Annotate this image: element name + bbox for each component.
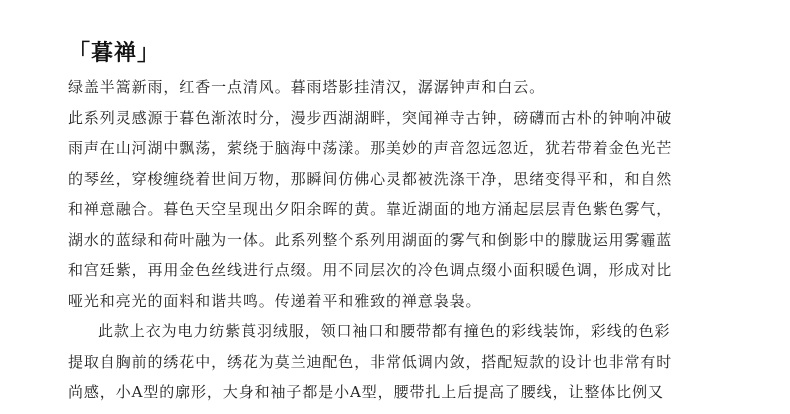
- article: [68, 38, 748, 408]
- paragraph-garment: [68, 316, 748, 408]
- paragraph-line: 此系列灵感源于暮色渐浓时分，漫步西湖湖畔，突闻禅寺古钟，磅礴而古朴的钟响冲破: [68, 108, 673, 127]
- paragraph-line: 的琴丝，穿梭缠绕着世间万物，那瞬间仿佛心灵都被洗涤干净，思绪变得平和，和自然: [68, 169, 673, 188]
- paragraph-line: 此款上衣为电力纺紫莨羽绒服，领口袖口和腰带都有撞色的彩线装饰，彩线的色彩: [98, 322, 671, 340]
- paragraph-line: 提取自胸前的绣花中，绣花为莫兰迪配色，非常低调内敛，搭配短款的设计也非常有时: [68, 352, 673, 371]
- paragraph-inspiration: [68, 103, 748, 317]
- article-title: 「暮禅」: [68, 40, 161, 66]
- subtitle-poem: [68, 72, 748, 103]
- subtitle-line: 绿盖半篙新雨，红香一点清风。暮雨塔影挂清汉，潺潺钟声和白云。: [68, 78, 546, 96]
- paragraph-line: 哑光和亮光的面料和谐共鸣。传递着平和雅致的禅意袅袅。: [68, 291, 482, 310]
- paragraph-line: 雨声在山河湖中飘荡，萦绕于脑海中荡漾。那美妙的声音忽远忽近，犹若带着金色光芒: [68, 139, 673, 157]
- paragraph-line: 湖水的蓝绿和荷叶融为一体。此系列整个系列用湖面的雾气和倒影中的朦胧运用雾霾蓝: [68, 230, 673, 249]
- paragraph-line: 和宫廷紫，再用金色丝线进行点缀。用不同层次的冷色调点缀小面积暖色调，形成对比: [68, 261, 673, 279]
- paragraph-line: 尚感，小A型的廓形，大身和袖子都是小A型，腰带扎上后提高了腰线，让整体比例又: [68, 383, 664, 401]
- paragraph-line: 和禅意融合。暮色天空呈现出夕阳余晖的黄。靠近湖面的地方涌起层层青色紫色雾气，: [68, 200, 673, 218]
